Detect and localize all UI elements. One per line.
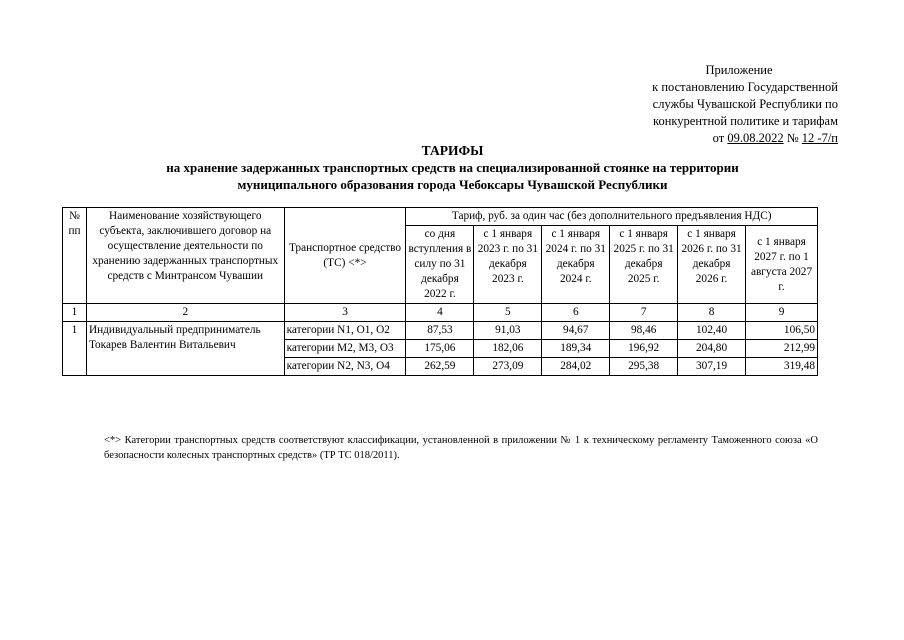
tariff-value: 319,48 — [746, 358, 818, 376]
header-no: № пп — [63, 208, 87, 304]
header-period: с 1 января 2025 г. по 31 декабря 2025 г. — [610, 226, 678, 304]
date-prefix: от — [712, 131, 725, 145]
tariff-value: 182,06 — [474, 340, 542, 358]
footnote — [62, 433, 818, 463]
tariff-value: 273,09 — [474, 358, 542, 376]
appendix-line: Приложение — [705, 63, 773, 77]
appendix-line: конкурентной политике и тарифам — [653, 114, 838, 128]
title-line: муниципального образования города Чебоксары Чувашской Республики — [237, 177, 668, 192]
tariff-value: 189,34 — [542, 340, 610, 358]
category-cell: категории N2, N3, O4 — [284, 358, 406, 376]
tariffs-table — [62, 207, 818, 376]
tariff-value: 307,19 — [678, 358, 746, 376]
column-number: 5 — [474, 304, 542, 322]
tariff-value: 98,46 — [610, 322, 678, 340]
title-main: ТАРИФЫ — [421, 143, 484, 158]
header-entity: Наименование хозяйствующего субъекта, заключившего договор на осуществление деятельности по хранению задержанных транспортных средств с Минтрансом Чувашии — [86, 208, 284, 304]
title-line: на хранение задержанных транспортных средств на специализированной стоянке на территории — [166, 160, 739, 175]
resolution-number: 12 -7/п — [801, 131, 838, 145]
number-prefix: № — [786, 131, 799, 145]
footnote-text: Категории транспортных средств соответствуют классификации, установленной в приложении № 1 к техническому регламенту Таможенного союза «О безопасности колесных транспортных средств» (ТР ТС 018/2011). — [104, 435, 819, 461]
tariff-value: 212,99 — [746, 340, 818, 358]
document-title — [90, 142, 815, 193]
appendix-block — [600, 62, 838, 147]
footnote-paragraph — [62, 433, 818, 463]
header-period: с 1 января 2024 г. по 31 декабря 2024 г. — [542, 226, 610, 304]
tariff-value: 204,80 — [678, 340, 746, 358]
category-cell: категории N1, O1, O2 — [284, 322, 406, 340]
entity-type: Индивидуальный предприниматель — [88, 324, 261, 336]
tariff-value: 87,53 — [406, 322, 474, 340]
column-number: 8 — [678, 304, 746, 322]
column-number: 7 — [610, 304, 678, 322]
column-number: 9 — [746, 304, 818, 322]
tariff-value: 102,40 — [678, 322, 746, 340]
tariff-value: 196,92 — [610, 340, 678, 358]
row-number: 1 — [63, 322, 87, 376]
column-numbers-row — [63, 304, 818, 322]
tariff-value: 284,02 — [542, 358, 610, 376]
tariff-value: 94,67 — [542, 322, 610, 340]
category-cell: категории M2, M3, O3 — [284, 340, 406, 358]
tariff-value: 91,03 — [474, 322, 542, 340]
appendix-line: службы Чувашской Республики по — [652, 97, 838, 111]
header-period: с 1 января 2023 г. по 31 декабря 2023 г. — [474, 226, 542, 304]
column-number: 1 — [63, 304, 87, 322]
column-number: 6 — [542, 304, 610, 322]
header-period: со дня вступления в силу по 31 декабря 2022 г. — [406, 226, 474, 304]
footnote-mark: <*> — [104, 435, 122, 446]
header-row — [63, 208, 818, 226]
tariff-value: 106,50 — [746, 322, 818, 340]
tariff-value: 262,59 — [406, 358, 474, 376]
column-number: 3 — [284, 304, 406, 322]
header-vehicle: Транспортное средство (ТС) <*> — [284, 208, 406, 304]
header-period: с 1 января 2026 г. по 31 декабря 2026 г. — [678, 226, 746, 304]
table-row — [63, 322, 818, 340]
header-tariff-group: Тариф, руб. за один час (без дополнительного предъявления НДС) — [406, 208, 818, 226]
appendix-line: к постановлению Государственной — [652, 80, 838, 94]
header-period: с 1 января 2027 г. по 1 августа 2027 г. — [746, 226, 818, 304]
resolution-date: 09.08.2022 — [727, 131, 784, 145]
column-number: 4 — [406, 304, 474, 322]
tariff-value: 175,06 — [406, 340, 474, 358]
entity-name: Токарев Валентин Витальевич — [88, 339, 236, 351]
tariff-value: 295,38 — [610, 358, 678, 376]
entity-cell — [86, 322, 284, 376]
column-number: 2 — [86, 304, 284, 322]
